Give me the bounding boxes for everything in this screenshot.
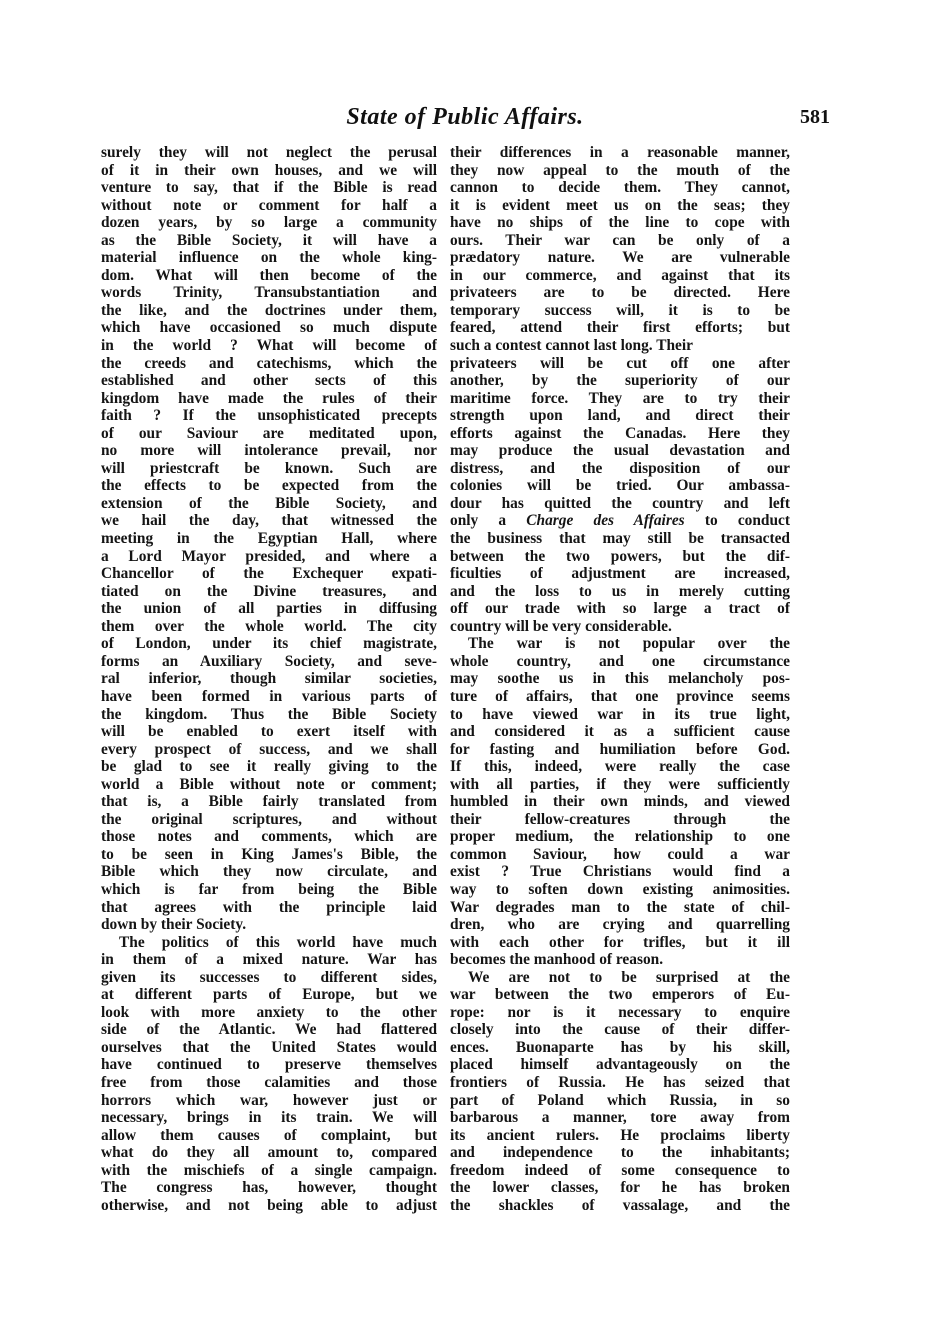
text-line: will be enabled to exert itself with [101,723,437,741]
text-line: cannon to decide them. They cannot, [450,179,790,197]
text-line: in the world ? What will become of [101,337,437,355]
text-line: dour has quitted the country and left [450,494,790,512]
text-line: ours. Their war can be only of a [450,231,790,249]
text-line: the effects to be expected from the [101,477,437,495]
text-line: the lower classes, for he has broken [450,1179,790,1197]
text-line: the creeds and catechisms, which the [101,354,437,372]
text-line: those notes and comments, which are [101,828,437,846]
text-line: a Lord Mayor presided, and where a [101,547,437,565]
text-line: allow them causes of complaint, but [101,1126,437,1144]
text-line: down by their Society. [101,916,247,934]
text-line: ture of affairs, that one province seems [450,687,790,705]
text-line: with all parties, if they were sufficiently [450,775,790,793]
text-line: temporary success will, it is to be [450,301,790,319]
text-line: in our commerce, and against that its [450,266,790,284]
text-line: meeting in the Egyptian Hall, where [101,530,437,548]
text-line: The politics of this world have much [119,933,437,951]
text-line: only a Charge des Affaires to conduct [450,512,790,530]
text-line: have no ships of the line to cope with [450,214,790,232]
text-line: feared, attend their first efforts; but [450,319,790,337]
text-line: will priestcraft be known. Such are [101,459,437,477]
text-line: side of the Atlantic. We had flattered [101,1021,437,1039]
text-line: humbled in their own minds, and viewed [450,793,790,811]
text-line: common Saviour, how could a war [450,845,790,863]
text-line: dren, who are crying and quarrelling [450,916,790,934]
text-line: becomes the manhood of reason. [450,951,664,969]
text-line: ourselves that the United States would [101,1038,437,1056]
text-line: have continued to preserve themselves [101,1056,437,1074]
text-line: world a Bible without note or comment; [101,775,437,793]
text-line: and the loss to us in merely cutting [450,582,790,600]
text-line: kingdom have made the rules of their [101,389,437,407]
text-line: be glad to see it really giving to the [101,758,437,776]
text-line: War degrades man to the state of chil- [450,898,790,916]
text-line: If this, indeed, were really the case [450,758,790,776]
text-line: it is evident meet us on the seas; they [450,196,790,214]
text-line: dozen years, by so large a community [101,214,437,232]
text-line: forms an Auxiliary Society, and seve- [101,652,437,670]
text-line: to have viewed war in its true light, [450,705,790,723]
text-line: faith ? If the unsophisticated precepts [101,407,437,425]
text-line: free from those calamities and those [101,1073,437,1091]
text-line: which have occasioned so much dispute [101,319,437,337]
text-line: horrors which war, however just or [101,1091,437,1109]
text-line: efforts against the Canadas. Here they [450,424,790,442]
text-line: maritime force. They are to try their [450,389,790,407]
text-line: war between the two emperors of Eu- [450,986,790,1004]
text-line: of our Saviour are meditated upon, [101,424,437,442]
text-line: way to soften down existing animosities. [450,880,790,898]
text-line: exist ? True Christians would find a [450,863,790,881]
text-line: Chancellor of the Exchequer expati- [101,565,437,583]
text-line: and considered it as a sufficient cause [450,723,790,741]
text-line: proper medium, the relationship to one [450,828,790,846]
text-line: part of Poland which Russia, in so [450,1091,790,1109]
text-line: as the Bible Society, it will have a [101,231,437,249]
text-line: ficulties of adjustment are increased, [450,565,790,583]
text-line: them over the whole world. The city [101,617,437,635]
text-line: between the two powers, but the dif- [450,547,790,565]
text-line: the shackles of vassalage, and the [450,1196,790,1214]
text-line: frontiers of Russia. He has seized that [450,1073,790,1091]
text-line: have been formed in various parts of [101,687,437,705]
text-line: We are not to be surprised at the [468,968,790,986]
text-line: the kingdom. Thus the Bible Society [101,705,437,723]
text-line: extension of the Bible Society, and [101,494,437,512]
text-line: Bible which they now circulate, and [101,863,437,881]
text-line: that is, a Bible fairly translated from [101,793,437,811]
italic-phrase: Charge des Affaires [526,512,685,530]
text-line: what do they all amount to, compared [101,1144,437,1162]
text-line: ences. Buonaparte has by his skill, [450,1038,790,1056]
right-text-column [450,144,790,1214]
text-line: no more will intolerance prevail, nor [101,442,437,460]
text-line: and independence to the inhabitants; [450,1144,790,1162]
text-line: the original scriptures, and without [101,810,437,828]
text-line: strength upon land, and direct their [450,407,790,425]
text-line: every prospect of success, and we shall [101,740,437,758]
text-line: prædatory nature. We are vulnerable [450,249,790,267]
text-line: with the mischiefs of a single campaign. [101,1161,437,1179]
text-line: to be seen in King James's Bible, the [101,845,437,863]
text-line: may produce the usual devastation and [450,442,790,460]
text-line: for fasting and humiliation before God. [450,740,790,758]
text-line: they now appeal to the mouth of the [450,161,790,179]
running-title: State of Public Affairs. [346,104,584,130]
text-line: given its successes to different sides, [101,968,437,986]
text-line: venture to say, that if the Bible is read [101,179,437,197]
text-line: whole country, and one circumstance [450,652,790,670]
text-line: necessary, brings in its train. We will [101,1109,437,1127]
text-line: look with more anxiety to the other [101,1003,437,1021]
text-line: such a contest cannot last long. Their [450,337,693,355]
text-line: privateers are to be directed. Here [450,284,790,302]
text-line: of London, under its chief magistrate, [101,635,437,653]
text-line: closely into the cause of their differ- [450,1021,790,1039]
text-line: the like, and the doctrines under them, [101,301,437,319]
text-line: material influence on the whole king- [101,249,437,267]
text-line: placed himself advantageously on the [450,1056,790,1074]
text-line: barbarous a manner, tore away from [450,1109,790,1127]
text-line: in them of a mixed nature. War has [101,951,437,969]
text-line: which is far from being the Bible [101,880,437,898]
page-number: 581 [800,106,830,128]
text-line: we hail the day, that witnessed the [101,512,437,530]
text-line: the business that may still be transacted [450,530,790,548]
text-line: country will be very considerable. [450,617,672,635]
text-line: the union of all parties in diffusing [101,600,437,618]
text-line: colonies will be tried. Our ambassa- [450,477,790,495]
text-line: their differences in a reasonable manner, [450,144,790,161]
text-line: that agrees with the principle laid [101,898,437,916]
left-text-column [101,144,437,1214]
text-line: privateers will be cut off one after [450,354,790,372]
text-line: at different parts of Europe, but we [101,986,437,1004]
text-line: established and other sects of this [101,372,437,390]
text-line: dom. What will then become of the [101,266,437,284]
running-header [100,104,830,134]
text-line: another, by the superiority of our [450,372,790,390]
text-line: The war is not popular over the [468,635,790,653]
text-line: freedom indeed of some consequence to [450,1161,790,1179]
text-line: with each other for trifles, but it ill [450,933,790,951]
text-line: may soothe us in this melancholy pos- [450,670,790,688]
text-line: rope: nor is it necessary to enquire [450,1003,790,1021]
text-line: surely they will not neglect the perusal [101,144,437,161]
text-line: without note or comment for half a [101,196,437,214]
text-line: words Trinity, Transubstantiation and [101,284,437,302]
text-line: off our trade with so large a tract of [450,600,790,618]
text-line: otherwise, and not being able to adjust [101,1196,437,1214]
text-line: distress, and the disposition of our [450,459,790,477]
text-line: tiated on the Divine treasures, and [101,582,437,600]
text-line: their fellow-creatures through the [450,810,790,828]
text-line: The congress has, however, thought [101,1179,437,1197]
text-line: ral inferior, though similar societies, [101,670,437,688]
text-line: its ancient rulers. He proclaims liberty [450,1126,790,1144]
text-line: of it in their own houses, and we will [101,161,437,179]
